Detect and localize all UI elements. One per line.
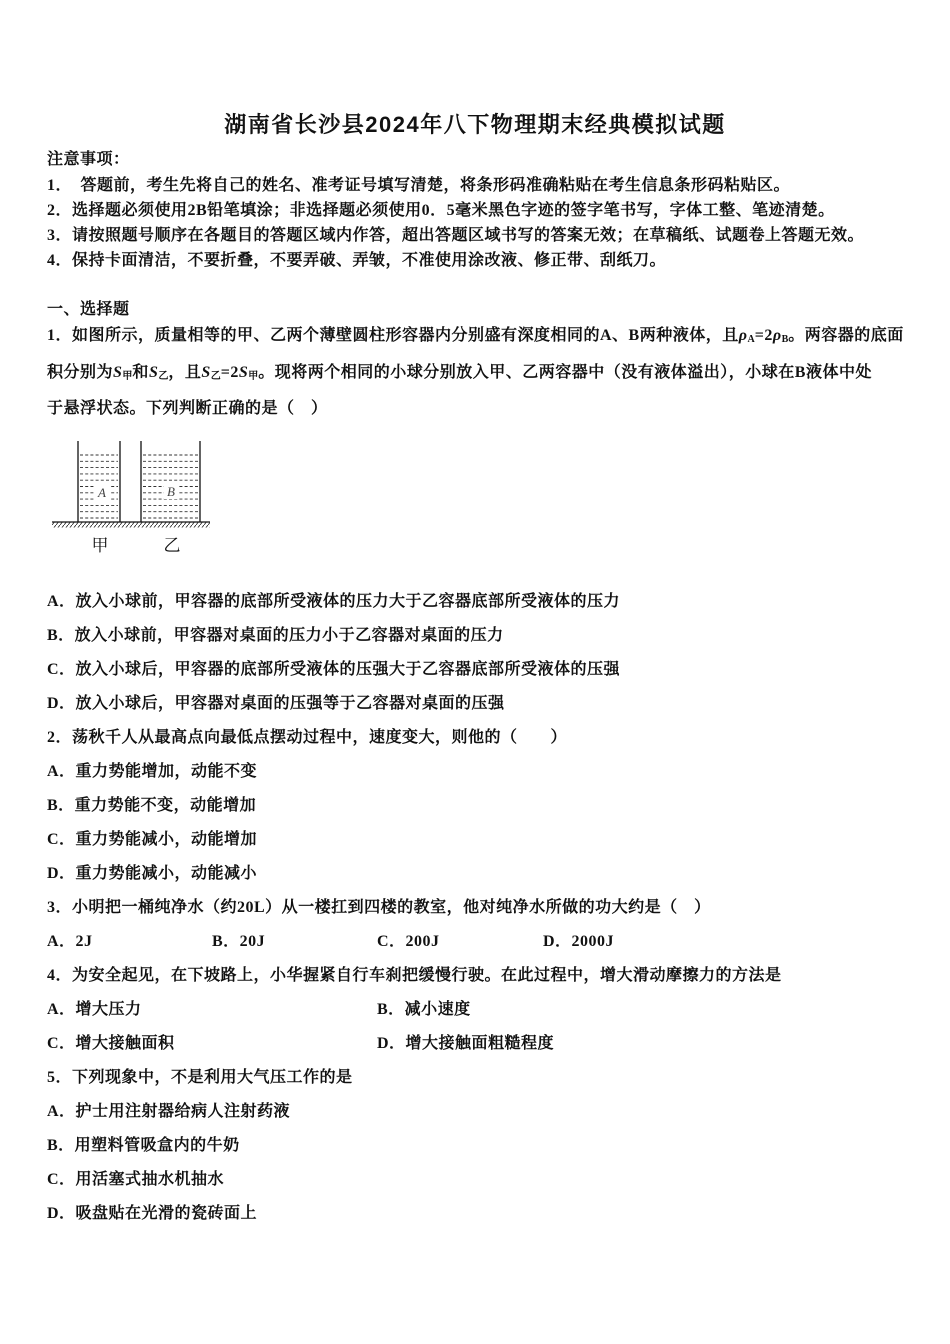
notice-item-4: 4．保持卡面清洁，不要折叠，不要弄破、弄皱，不准使用涂改液、修正带、刮纸刀。 — [47, 252, 667, 269]
question-2-option-c: C．重力势能减小，动能增加 — [47, 831, 258, 848]
question-5-option-c: C．用活塞式抽水机抽水 — [47, 1171, 225, 1188]
question-1-option-a: A．放入小球前，甲容器的底部所受液体的压力大于乙容器底部所受液体的压力 — [47, 593, 621, 610]
question-5-option-d: D．吸盘贴在光滑的瓷砖面上 — [47, 1205, 258, 1222]
container-jia-label: 甲 — [91, 536, 109, 555]
area-symbol: S — [201, 364, 211, 381]
subscript: 甲 — [122, 371, 133, 382]
stem-text: 1．如图所示，质量相等的甲、乙两个薄壁圆柱形容器内分别盛有深度相同的A、B两种液体，且 — [47, 327, 739, 344]
question-5-option-a: A．护士用注射器给病人注射药液 — [47, 1103, 291, 1120]
rho-symbol: ρ — [772, 327, 782, 344]
notice-heading: 注意事项： — [47, 151, 130, 168]
stem-text: =2 — [220, 364, 239, 381]
question-1-stem-line-1 — [47, 326, 904, 350]
question-2-option-b: B．重力势能不变，动能增加 — [47, 797, 257, 814]
question-4-option-a: A．增大压力 — [47, 1001, 142, 1018]
question-3-option-b: B．20J — [212, 933, 266, 950]
stem-text: 。现将两个相同的小球分别放入甲、乙两容器中（没有液体溢出），小球在B液体中处 — [258, 364, 872, 381]
stem-text: ，且 — [168, 364, 202, 381]
question-1-option-d: D．放入小球后，甲容器对桌面的压强等于乙容器对桌面的压强 — [47, 695, 505, 712]
area-symbol: S — [113, 364, 123, 381]
notice-item-1: 1． 答题前，考生先将自己的姓名、准考证号填写清楚，将条形码准确粘贴在考生信息条形码粘贴区。 — [47, 177, 791, 194]
question-5-stem: 5．下列现象中，不是利用大气压工作的是 — [47, 1069, 353, 1086]
stem-text: 。两容器的底面 — [788, 327, 904, 344]
question-2-option-d: D．重力势能减小，动能减小 — [47, 865, 258, 882]
stem-text: 和 — [132, 364, 149, 381]
question-4-option-b: B．减小速度 — [377, 1001, 471, 1018]
subscript: A — [747, 334, 755, 345]
question-1-stem-line-2 — [47, 363, 872, 387]
question-2-option-a: A．重力势能增加，动能不变 — [47, 763, 258, 780]
question-5-option-b: B．用塑料管吸盒内的牛奶 — [47, 1137, 240, 1154]
exam-title: 湖南省长沙县2024年八下物理期末经典模拟试题 — [224, 112, 726, 137]
subscript: 乙 — [210, 371, 221, 382]
stem-text: 于悬浮状态。下列判断正确的是（ ） — [47, 400, 328, 417]
containers-figure — [40, 430, 220, 560]
subscript: 乙 — [158, 371, 169, 382]
area-symbol: S — [238, 364, 249, 381]
subscript: B — [781, 334, 789, 345]
liquid-b-label: B — [167, 484, 175, 499]
question-4-option-c: C．增大接触面积 — [47, 1035, 175, 1052]
area-symbol: S — [148, 364, 159, 381]
question-4-option-d: D．增大接触面粗糙程度 — [377, 1035, 555, 1052]
stem-text: =2 — [754, 327, 773, 344]
question-3-stem: 3．小明把一桶纯净水（约20L）从一楼扛到四楼的教室，他对纯净水所做的功大约是（ ） — [47, 899, 711, 916]
notice-item-3: 3．请按照题号顺序在各题目的答题区域内作答，超出答题区域书写的答案无效；在草稿纸、试题卷上答题无效。 — [47, 227, 865, 244]
liquid-a-label: A — [98, 485, 106, 500]
section-heading: 一、选择题 — [47, 301, 130, 318]
question-3-option-a: A．2J — [47, 933, 93, 950]
question-3-option-d: D．2000J — [543, 933, 615, 950]
question-1-option-c: C．放入小球后，甲容器的底部所受液体的压强大于乙容器底部所受液体的压强 — [47, 661, 621, 678]
question-2-stem: 2．荡秋千人从最高点向最低点摆动过程中，速度变大，则他的（ ） — [47, 729, 568, 746]
stem-text: 积分别为 — [47, 364, 114, 381]
question-4-stem: 4．为安全起见，在下坡路上，小华握紧自行车刹把缓慢行驶。在此过程中，增大滑动摩擦力的方法是 — [47, 967, 782, 984]
rho-symbol: ρ — [738, 327, 748, 344]
notice-item-2: 2．选择题必须使用2B铅笔填涂；非选择题必须使用0．5毫米黑色字迹的签字笔书写，字体工整、笔迹清楚。 — [47, 202, 835, 219]
question-3-option-c: C．200J — [377, 933, 440, 950]
question-1-stem-line-3 — [47, 399, 328, 419]
container-yi-label: 乙 — [163, 536, 181, 555]
question-1-option-b: B．放入小球前，甲容器对桌面的压力小于乙容器对桌面的压力 — [47, 627, 504, 644]
table-hatching — [52, 523, 210, 528]
subscript: 甲 — [248, 371, 259, 382]
